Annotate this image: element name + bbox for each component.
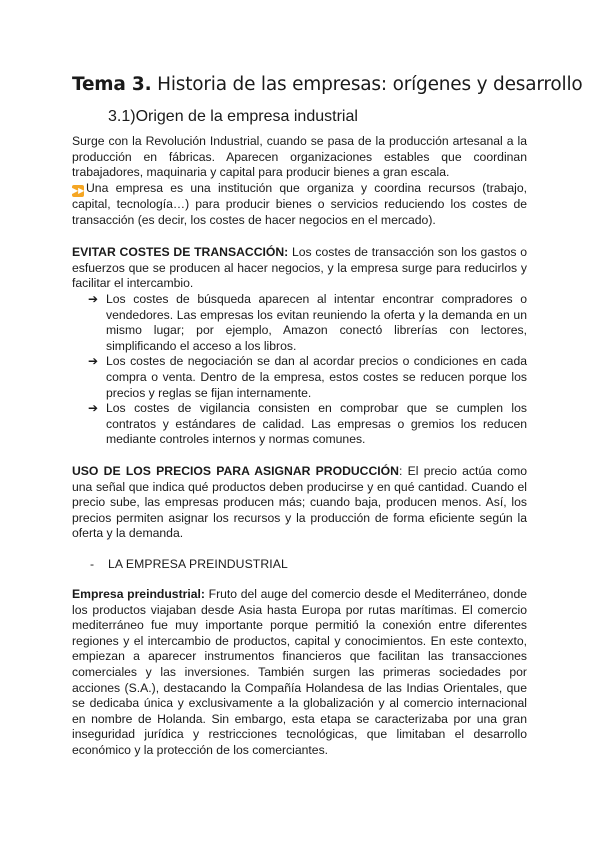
section-subtitle: 3.1)Origen de la empresa industrial bbox=[108, 108, 358, 125]
costes-text: Los costes de transacción son los gastos o esfuerzos que se producen al hacer negocios, y la empresa surge para reducirlos y facilitar el intercambio. bbox=[72, 245, 527, 291]
definition-text: Una empresa es una institución que organiza y coordina recursos (trabajo, capital, tecnología…) para producir bienes o servicios reduciendo los costes de transacción (es decir, los costes de hacer negocios en el mercado). bbox=[72, 181, 527, 227]
precios-text: : El precio actúa como una señal que indica qué productos deben producirse y en qué cantidad. Cuando el precio sube, las empresas producen más; cuando baja, producen menos. Así, los precios permiten asignar los recursos y la producción de forma eficiente según la oferta y la demanda. bbox=[72, 464, 528, 541]
costes-bullet-list bbox=[88, 292, 527, 448]
precios-heading: USO DE LOS PRECIOS PARA ASIGNAR PRODUCCIÓN bbox=[72, 464, 399, 478]
preindustrial-text: Fruto del auge del comercio desde el Mediterráneo, donde los productos viajaban desde Asia hasta Europa por rutas marítimas. El comercio mediterráneo fue muy importante porque permitió la conexión entre diferentes regiones y el intercambio de productos, capital y conocimientos. En este contexto, empiezan a aparecer instrumentos financieros que facilitan las transacciones comerciales y las inversiones. También surgen las primeras sociedades por acciones (S.A.), destacando la Compañía Holandesa de las Indias Orientales, que se dedicaba única y exclusivamente a la globalización y al comercio internacional en nombre de Holanda. Sin embargo, esta etapa se caracterizaba por una gran inseguridad jurídica y restricciones tecnológicas, que limitaban el desarrollo económico y la protección de los comerciantes. bbox=[72, 587, 528, 757]
page-title bbox=[72, 72, 583, 98]
precios-paragraph bbox=[72, 464, 527, 542]
bullet-text: Los costes de negociación se dan al acordar precios o condiciones en cada compra o venta. Dentro de la empresa, estos costes se reducen porque los precios y reglas se fijan internamente. bbox=[106, 354, 527, 400]
fast-forward-icon: ▶▶ bbox=[72, 186, 85, 195]
arrow-icon: ➔ bbox=[88, 354, 99, 369]
bullet-text: Los costes de búsqueda aparecen al intentar encontrar compradores o vendedores. Las empresas los evitan reuniendo la oferta y la demanda en un mismo lugar; por ejemplo, Amazon conectó librerías con lectores, simplificando el acceso a los libros. bbox=[106, 292, 527, 353]
arrow-icon: ➔ bbox=[88, 401, 99, 416]
definition-paragraph bbox=[72, 181, 527, 228]
title-text: Historia de las empresas: orígenes y desarrollo bbox=[151, 74, 583, 95]
intro-paragraph: Surge con la Revolución Industrial, cuando se pasa de la producción artesanal a la producción en fábricas. Aparecen organizaciones estables que coordinan trabajadores, maquinaria y capital para producir bienes a gran escala. bbox=[72, 134, 527, 180]
costes-paragraph bbox=[72, 245, 527, 292]
preindustrial-heading: Empresa preindustrial: bbox=[72, 587, 205, 601]
list-item bbox=[88, 354, 527, 401]
costes-heading: EVITAR COSTES DE TRANSACCIÓN: bbox=[72, 245, 289, 259]
section-label: LA EMPRESA PREINDUSTRIAL bbox=[108, 557, 288, 571]
section-dash: - bbox=[90, 557, 95, 571]
list-item bbox=[88, 292, 527, 354]
preindustrial-paragraph bbox=[72, 587, 527, 759]
title-number: Tema 3. bbox=[72, 74, 152, 95]
bullet-text: Los costes de vigilancia consisten en comprobar que se cumplen los contratos y estándares de calidad. Las empresas o gremios los reducen mediante controles internos y normas comunes. bbox=[106, 401, 527, 447]
arrow-icon: ➔ bbox=[88, 292, 99, 306]
list-item bbox=[88, 401, 527, 448]
